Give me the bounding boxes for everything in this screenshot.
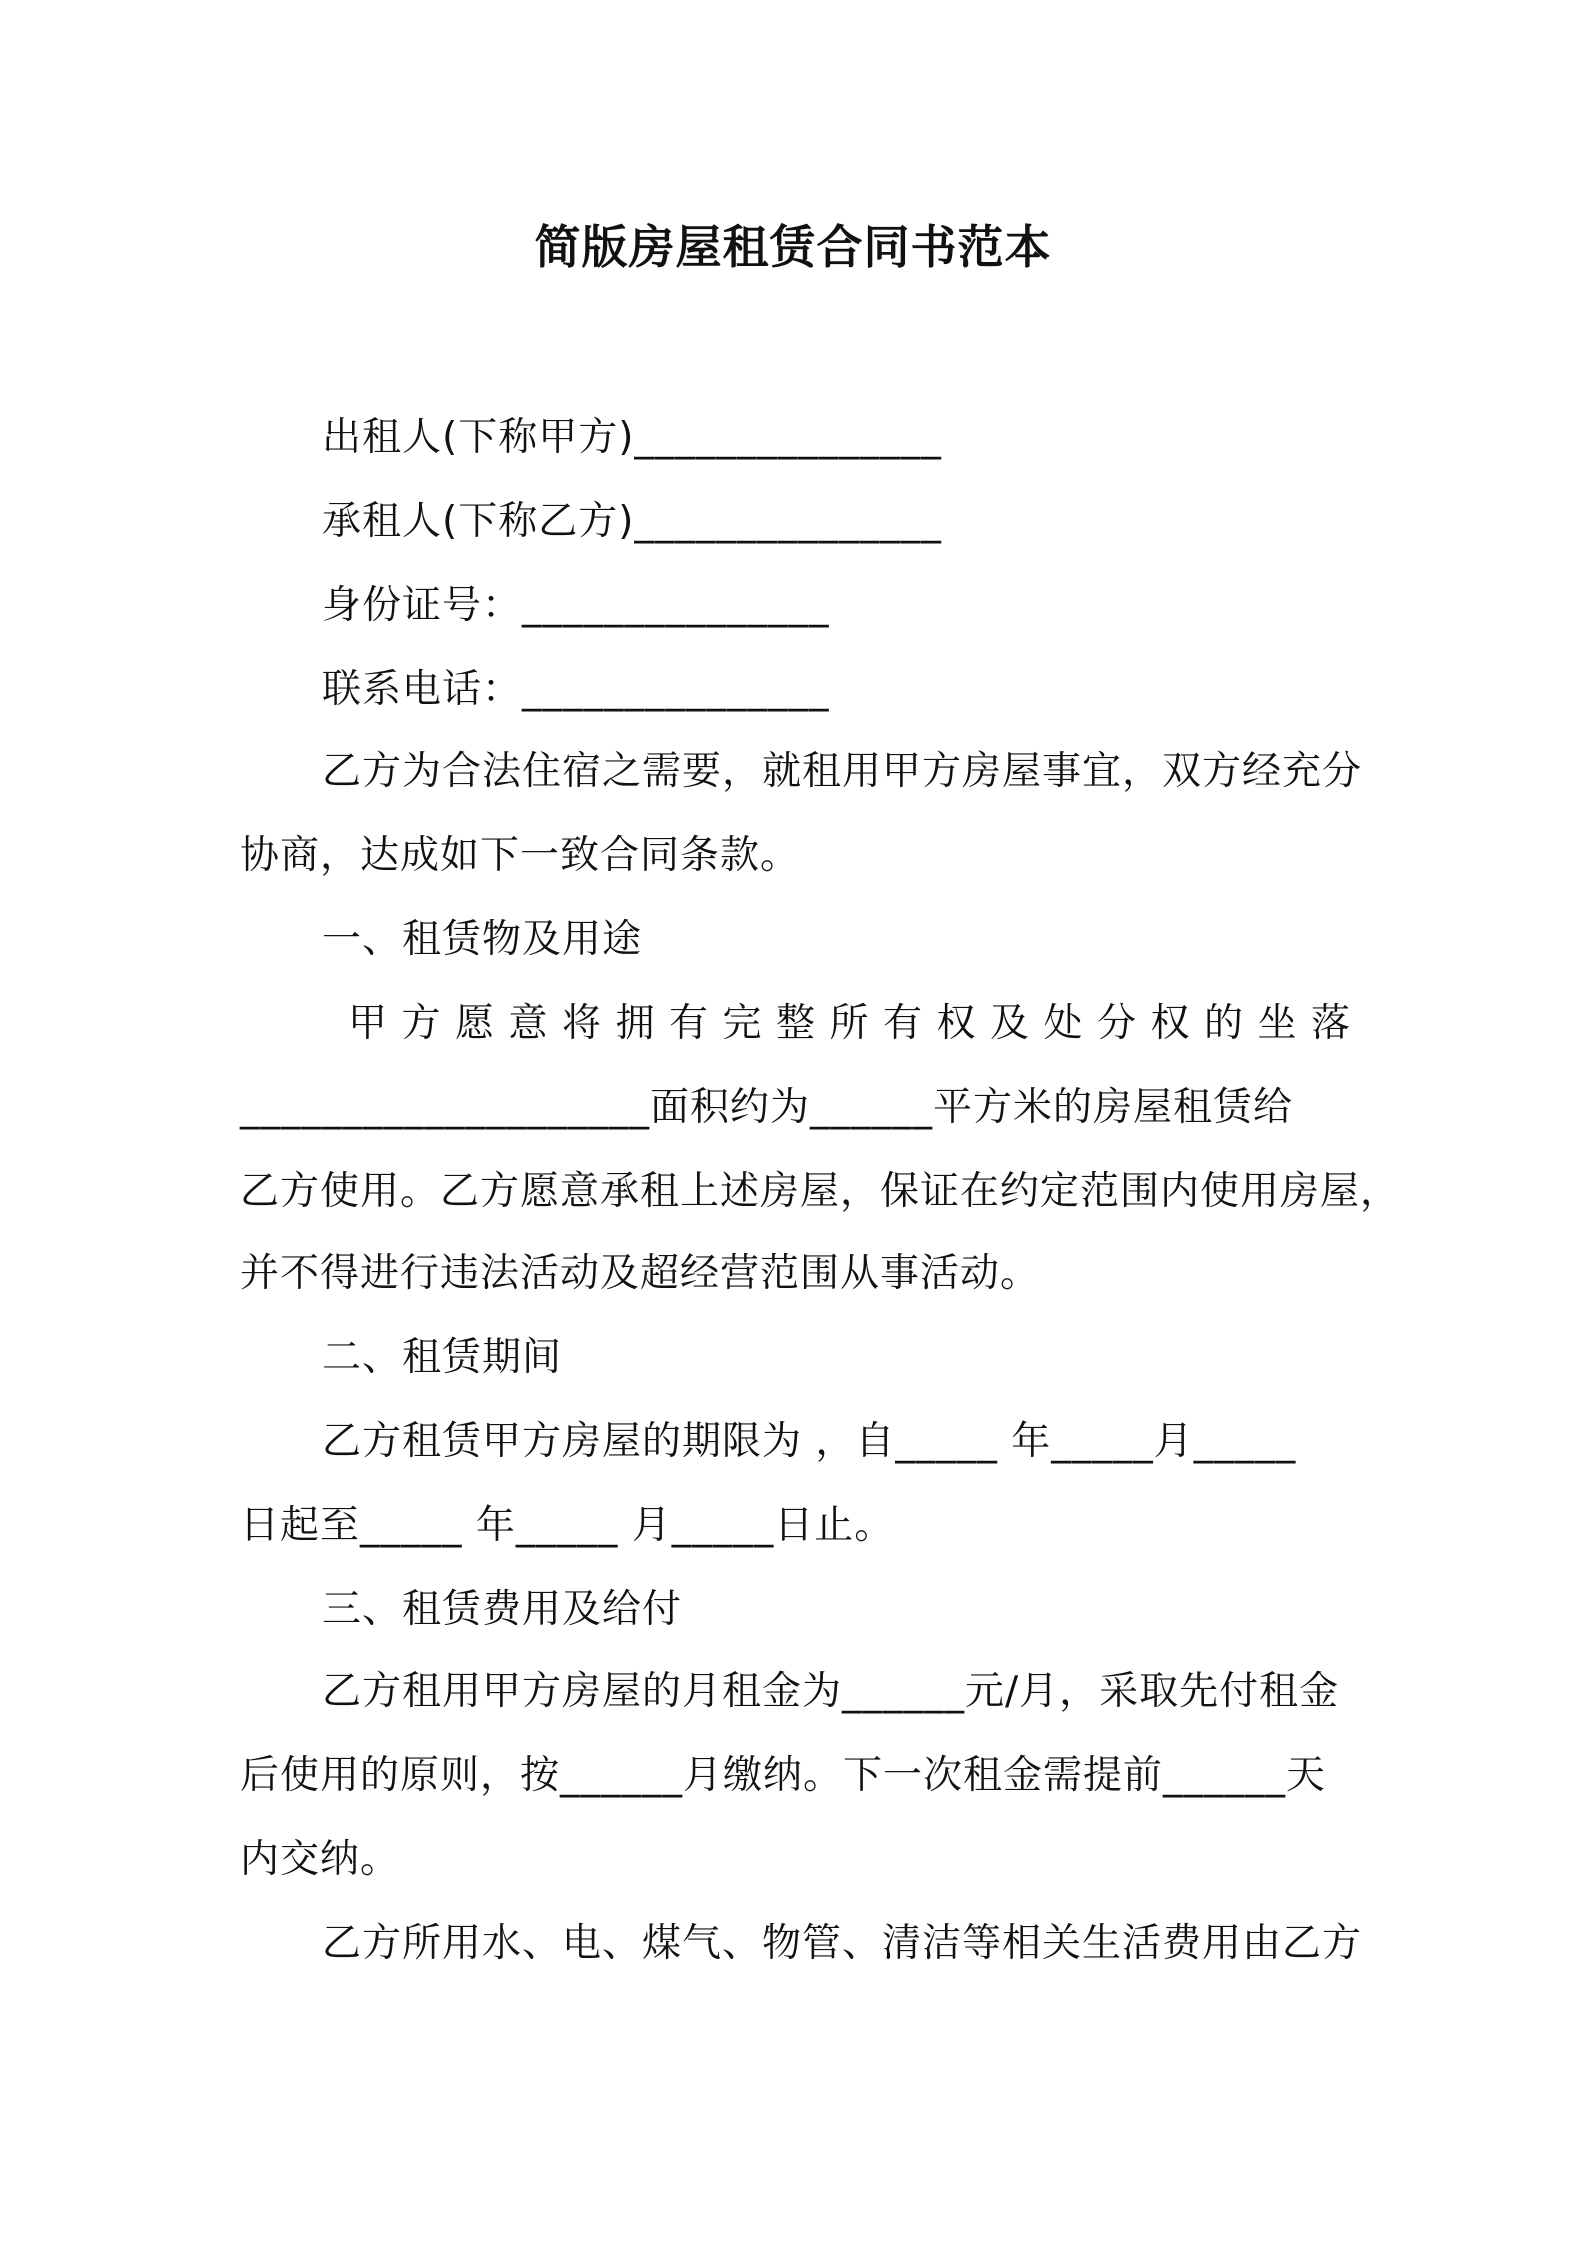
intro-paragraph-line-2: 协商，达成如下一致合同条款。 <box>240 833 801 878</box>
section-3-heading: 三、租赁费用及给付 <box>322 1587 683 1632</box>
section-2-line-2: 日起至_____ 年_____ 月_____日止。 <box>240 1503 895 1548</box>
section-1-heading: 一、租赁物及用途 <box>322 917 643 962</box>
lessor-line: 出租人(下称甲方)_______________ <box>322 415 942 460</box>
section-1-line-2: ____________________面积约为______平方米的房屋租赁给 <box>240 1085 1294 1130</box>
lessee-line: 承租人(下称乙方)_______________ <box>322 499 942 544</box>
section-3-line-2: 后使用的原则，按______月缴纳。下一次租金需提前______天 <box>240 1753 1327 1798</box>
document-title: 简版房屋租赁合同书范本 <box>534 220 1052 274</box>
section-3-line-3: 内交纳。 <box>240 1837 401 1882</box>
section-1-line-1: 甲 方 愿 意 将 拥 有 完 整 所 有 权 及 处 分 权 的 坐 落 <box>348 1001 1351 1046</box>
section-1-line-4: 并不得进行违法活动及超经营范围从事活动。 <box>240 1251 1041 1296</box>
section-1-line-3: 乙方使用。乙方愿意承租上述房屋，保证在约定范围内使用房屋， <box>240 1169 1401 1214</box>
section-2-heading: 二、租赁期间 <box>322 1335 563 1380</box>
section-3-line-1: 乙方租用甲方房屋的月租金为______元/月，采取先付租金 <box>322 1669 1340 1714</box>
id-number-line: 身份证号：_______________ <box>322 583 830 628</box>
section-3-line-4: 乙方所用水、电、煤气、物管、清洁等相关生活费用由乙方 <box>322 1921 1363 1966</box>
intro-paragraph-line-1: 乙方为合法住宿之需要，就租用甲方房屋事宜，双方经充分 <box>322 749 1363 794</box>
phone-line: 联系电话：_______________ <box>322 667 830 712</box>
section-2-line-1: 乙方租赁甲方房屋的期限为 ，自_____ 年_____月_____ <box>322 1419 1297 1464</box>
